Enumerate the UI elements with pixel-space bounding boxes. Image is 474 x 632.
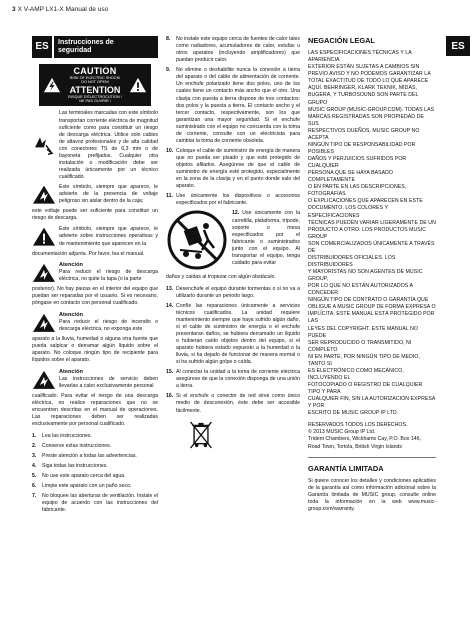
item-text: Lea las instrucciones. — [42, 432, 92, 439]
legal-line: O EN PARTE EN LAS DESCRIPCIONES, FOTOGRAFÍAS — [308, 184, 407, 198]
list-item — [166, 393, 300, 414]
item-12-tail: daños y caídas al tropezar con algún obstáculo. — [166, 274, 276, 281]
section-title — [54, 36, 158, 58]
legal-line: BUGERA, Y TURBOSOUND SON PARTE DEL GRUPO — [308, 92, 419, 106]
attention-1-text — [59, 262, 158, 284]
item-text: Coloque el cable de suministro de energía de manera que no pueda ser pisado y que esté protegido de objetos afilados. Asegúrese de que el cable de suministro de energía esté protegido, especialmente en la zona de la clavija y en el punto donde sale del aparato. — [176, 147, 300, 190]
warranty-heading: GARANTÍA LIMITADA — [308, 463, 384, 473]
item-text: No use este aparato cerca del agua. — [42, 472, 126, 479]
legal-line: DAÑOS Y PERJUICIOS SUFRIDOS POR CUALQUIER — [308, 156, 407, 170]
legal-line: PREVIO AVISO Y NO PODEMOS GARANTIZAR LA — [308, 71, 431, 78]
caution-sub-2: DO NOT OPEN! — [81, 80, 109, 85]
page-number: 3 — [12, 6, 16, 13]
item-text: No elimine o deshabilite nunca la conexión a tierra del aparato o del cable de alimentación de corriente. Un enchufe polarizado tiene dos polos, uno de los cuales tiene un contacto más ancho que el otro. Una clavija con puesta a tierra dispone de tres contactos: dos polos y la puesta a tierra. El contacto ancho y el tercer contacto, respectivamente, son los que garantizan una mayor seguridad. Si el enchufe suministrado con el equipo no concuerda con la toma de corriente, consulte con un electricista para cambiar la toma de corriente obsoleta. — [176, 67, 300, 144]
item-number: 11. — [166, 193, 173, 200]
item-text: Al conectar la unidad a la toma de corriente eléctrica asegúrese de que la conexión disponga de una unión a tierra. — [176, 369, 300, 390]
list-item — [166, 193, 300, 207]
legal-line: ES ELECTRÓNICO COMO MECÁNICO, INCLUYENDO EL — [308, 367, 404, 381]
rights-reserved: RESERVADOS TODOS LOS DERECHOS. — [308, 422, 408, 429]
legal-line: PERSONA QUE SE HAYA BASADO COMPLETAMENTE — [308, 170, 393, 184]
exclamation-symbol-text-a: Este símbolo, siempre que aparece, le advierte sobre instrucciones operativas y de mantenimiento que aparecen en la — [59, 226, 158, 247]
attention-1-text-a: Para reducir el riesgo de descarga eléctrica, no quite la tapa (o la parte — [59, 269, 158, 283]
caution-label — [39, 64, 151, 106]
item-text: Use únicamente los dispositivos o accesorios especificados por el fabricante. — [176, 193, 300, 207]
attention-3-text-a: Las instrucciones de servicio deben llevarlas a cabo exclusivamente personal — [59, 376, 158, 390]
column-safety-instructions — [32, 36, 158, 517]
section-title-line2: seguridad — [58, 47, 92, 55]
attention-3-heading: Atención — [59, 368, 83, 375]
item-number: 7. — [32, 492, 37, 499]
list-item — [166, 369, 300, 390]
item-number: 13. — [166, 285, 174, 292]
attention-3-text — [59, 369, 158, 391]
legal-line: POR LO QUE NO ESTÁN AUTORIZADOS A CONCEDER — [308, 283, 413, 297]
manual-title: X V-AMP LX1-X Manual de uso — [17, 6, 109, 13]
legal-line: MUSIC GROUP (MUSIC-GROUP.COM). TODAS LAS — [308, 106, 435, 113]
address-line-2: Road Town, Tortola, British Virgin Islands — [308, 443, 402, 450]
legal-line: FOTOCOPIADO O REGISTRO DE CUALQUIER TIPO Y PARA — [308, 382, 423, 396]
cart-warning-block — [166, 210, 300, 270]
attention-1-para — [32, 262, 158, 284]
item-number: 1. — [32, 432, 37, 439]
attention-3-para — [32, 369, 158, 391]
item-text: No instale este equipo cerca de fuentes de calor tales como radiadores, acumuladores de calor, estufas u otros aparatos (incluyendo amplificadores) que puedan producir calor. — [176, 36, 300, 64]
item-number: 10. — [166, 147, 174, 154]
instruction-list-2 — [166, 36, 300, 207]
item-text: No bloquee las aberturas de ventilación. Instale el equipo de acuerdo con las instrucciones del fabricante. — [42, 492, 158, 514]
legal-line: CUALQUIER FIN, SIN LA AUTORIZACIÓN EXPRESA Y POR — [308, 396, 436, 410]
legal-line: TÉCNICAS PUEDEN VARIAR LIGERAMENTE DE UN — [308, 219, 436, 226]
list-item — [32, 453, 158, 460]
section-title-box — [32, 36, 158, 58]
legal-line: PRODUCTO A OTRO. LOS PRODUCTOS MUSIC GROUP — [308, 226, 427, 240]
item-text: Use únicamente con la carretilla, plataforma, trípode, soporte o mesa especificados por el fabricante o suministrados junto con el equipo. Al transportar el equipo, tenga cuidado para evitar — [232, 210, 300, 266]
attention-2-para — [32, 312, 158, 334]
attention-2-text-a: Para reducir el riesgo de incendio o descarga eléctrica, no exponga este — [59, 319, 158, 333]
caution-sub-1: RISK OF ELECTRIC SHOCK! — [69, 76, 121, 80]
attention-2-heading: Atención — [59, 311, 83, 318]
lightning-warning-icon — [43, 77, 61, 93]
item-text: Conserve estas instrucciones. — [42, 442, 112, 449]
exclamation-symbol-para — [32, 226, 158, 247]
cart-tipover-warning-icon — [166, 210, 228, 270]
column-safety-continued — [166, 36, 300, 451]
attention-3-text-b: cualificado. Para evitar el riesgo de una descarga eléctrica, no realice reparaciones que no se encuentren descritas en el manual de operaciones. Las reparaciones deben ser realizadas exclusivamente por personal cualificado. — [32, 393, 158, 428]
item-number: 3. — [32, 452, 37, 459]
legal-line: NINGÚN TIPO DE RESPONSABILIDAD POR POSIBLES — [308, 141, 416, 155]
warranty-text: Si quiere conocer los detalles y condiciones aplicables de la garantía así como información adicional sobre la Garantía limitada de MUSIC group, consulte online toda la información en la web www.music-group.com/warranty. — [308, 477, 436, 512]
lightning-triangle-icon — [32, 262, 56, 284]
legal-line: ESCRITO DE MUSIC GROUP IP LTD. — [308, 410, 399, 417]
legal-line: LEYES DEL COPYRIGHT. ESTE MANUAL NO PUEDE — [308, 325, 419, 339]
legal-line: Y MAYORISTAS NO SON AGENTES DE MUSIC GROUP, — [308, 269, 423, 283]
item-number: 2. — [32, 442, 37, 449]
attention-1-heading: Atención — [59, 261, 83, 268]
section-tag: ES — [32, 36, 54, 58]
legal-line: AQUÍ. BEHRINGER, KLARK TEKNIK, MIDAS, — [308, 85, 417, 92]
list-item — [166, 303, 300, 367]
legal-line: EXTERIOR ESTÁN SUJETAS A CAMBIOS SIN — [308, 64, 420, 71]
item-number: 5. — [32, 472, 37, 479]
legal-line: DOCUMENTO. LOS COLORES Y ESPECIFICACIONES — [308, 205, 388, 219]
column-legal — [308, 36, 436, 517]
legal-line: IMPLÍCITA. ESTE MANUAL ESTÁ PROTEGIDO POR LAS — [308, 311, 435, 325]
item-text: Preste atención a todas las advertencias. — [42, 452, 137, 459]
legal-disclaimer — [308, 50, 436, 417]
copyright-line: © 2013 MUSIC Group IP Ltd. — [308, 429, 376, 436]
language-tag-es: ES — [446, 36, 470, 56]
legal-line: DISTRIBUIDORES OFICIALES. LOS DISTRIBUIDORES — [308, 254, 396, 268]
legal-line: NINGÚN TIPO DE CONTRATO O GARANTÍA QUE — [308, 297, 429, 304]
legal-line: MARCAS REGISTRADAS SON PROPIEDAD DE SUS — [308, 113, 424, 127]
lightning-triangle-icon — [32, 312, 56, 334]
bolt-symbol-text-a: Este símbolo, siempre que aparece, le advierte de la presencia de voltaje peligroso sin aislar dentro de la caja; — [59, 184, 158, 205]
list-item — [32, 443, 158, 450]
legal-line: NI EN PARTE, POR NINGÚN TIPO DE MEDIO, TANTO SI — [308, 353, 421, 367]
legal-line: LAS ESPECIFICACIONES TÉCNICAS Y LA APARIENCIA — [308, 50, 412, 64]
item-text: Si el enchufe o conector de red sirve como único medio de desconexión, éste debe ser accesible fácilmente. — [176, 393, 300, 414]
exclamation-warning-icon — [129, 77, 147, 93]
list-item — [166, 67, 300, 145]
bolt-symbol-para — [32, 184, 158, 205]
caution-heading: CAUTION — [73, 66, 117, 76]
lightning-triangle-icon — [32, 369, 56, 391]
terminal-symbol-text: Las terminales marcadas con este símbolo transportan corriente eléctrica de magnitud suficiente como para constituir un riesgo de descarga eléctrica. Utilice solo cables de altavoz profesionales y de alta calidad con conectores TS de 6,3 mm o de bayoneta prefijados. Cualquier otra instalación o modificación debe ser realizada únicamente por un técnico cualificado. — [59, 110, 158, 180]
list-item — [166, 286, 300, 300]
instruction-list-1 — [32, 433, 158, 515]
item-number: 15. — [166, 369, 174, 376]
item-number: 12. — [232, 210, 240, 217]
lightning-triangle-icon — [32, 184, 56, 205]
attention-1-text-b: posterior). No hay piezas en el interior del equipo que puedan ser reparadas por el usuario. Si es necesario, póngase en contacto con personal cualificado. — [32, 286, 158, 307]
item-number: 9. — [166, 67, 171, 74]
terminal-symbol-icon — [32, 110, 56, 181]
list-item — [166, 148, 300, 190]
bolt-symbol-text-b: este voltaje puede ser suficiente para constituir un riesgo de descarga. — [32, 208, 158, 222]
legal-line: SER REPRODUCIDO O TRANSMITIDO, NI COMPLETO — [308, 339, 412, 353]
item-text: Siga todas las instrucciones. — [42, 462, 108, 469]
attention-2-text-b: aparato a la lluvia, humedad o alguna otra fuente que pueda salpicar o derramar algún líquido sobre el aparato. No coloque ningún tipo de recipiente para líquidos sobre el aparato. — [32, 336, 158, 364]
item-number: 6. — [32, 482, 37, 489]
attention-sub-1: RISQUE D'ÉLECTROCUTION ! — [68, 94, 122, 99]
item-text: Confíe las reparaciones únicamente a servicios técnicos cualificados. La unidad requiere mantenimiento siempre que haya sufrido algún daño, si el cable de suministro de energía o el enchufe presentaran daños, se hubiera derramado un líquido o hubieran caído objetos dentro del equipo, si el aparato hubiera estado expuesto a la humedad o la lluvia, si ha dejado de funcionar de manera normal o si ha sufrido algún golpe o caída. — [176, 302, 300, 366]
page-header — [12, 6, 108, 13]
item-number: 8. — [166, 36, 171, 42]
item-text: Limpie este aparato con un paño seco. — [42, 482, 132, 489]
terminal-symbol-para — [32, 110, 158, 181]
caution-text — [65, 67, 125, 103]
item-number: 16. — [166, 393, 174, 400]
exclamation-symbol-text-b: documentación adjunta. Por favor, lea el manual. — [32, 250, 145, 257]
divider — [308, 457, 436, 458]
item-number: 4. — [32, 462, 37, 469]
legal-heading: NEGACIÓN LEGAL — [308, 36, 375, 45]
item-12 — [232, 210, 300, 270]
item-text: Desenchufe el equipo durante tormentas o si no va a utilizarlo durante un periodo largo. — [176, 285, 300, 299]
legal-line: TOTAL EXACTITUD DE TODO LO QUE APARECE — [308, 78, 429, 85]
instruction-list-3 — [166, 286, 300, 415]
attention-heading: ATTENTION — [69, 84, 121, 95]
item-number: 14. — [166, 302, 174, 309]
list-item — [32, 473, 158, 480]
address-line-1: Trident Chambers, Wickhams Cay, P.O. Box 146, — [308, 436, 421, 443]
attention-2-text — [59, 312, 158, 334]
list-item — [32, 493, 158, 514]
list-item — [166, 36, 300, 64]
legal-line: SON COMERCIALIZADOS ÚNICAMENTE A TRAVÉS DE — [308, 240, 435, 254]
attention-sub-2: NE PAS OUVRIR ! — [79, 99, 111, 104]
list-item — [32, 463, 158, 470]
legal-line: RESPECTIVOS DUEÑOS. MUSIC GROUP NO ACEPTA — [308, 127, 420, 141]
exclamation-triangle-icon — [32, 226, 56, 247]
list-item — [32, 433, 158, 440]
legal-line: OBLIGUE A MUSIC GROUP DE FORMA EXPRESA O — [308, 304, 436, 311]
section-title-line1: Instrucciones de — [58, 39, 114, 46]
legal-line: O EXPLICACIONES QUE APARECEN EN ESTE — [308, 198, 423, 205]
crossed-bin-weee-icon — [188, 419, 214, 451]
list-item — [32, 483, 158, 490]
